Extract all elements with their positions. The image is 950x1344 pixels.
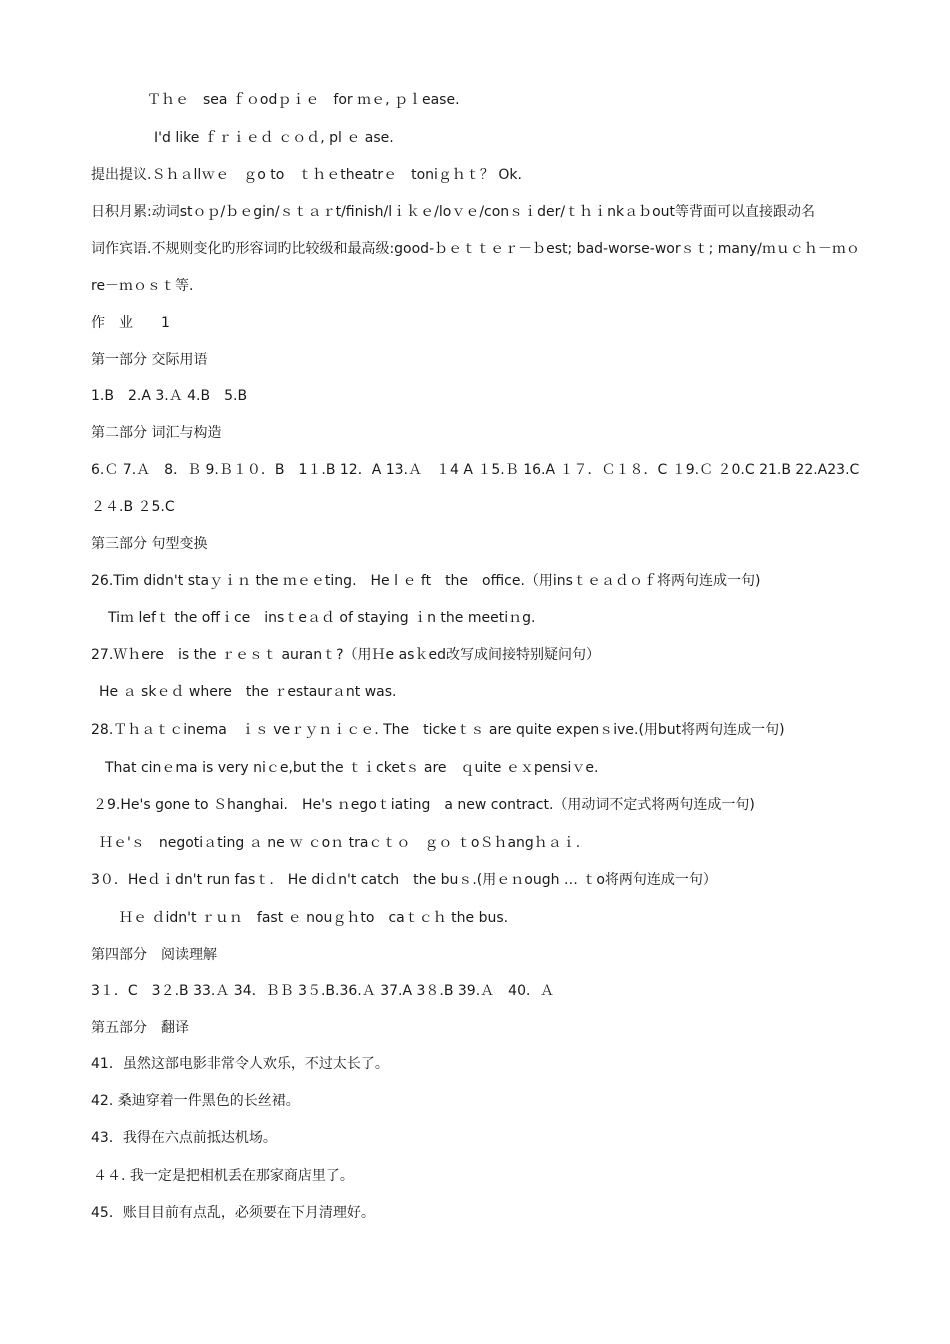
text-line: 提出提议.Ｓｈａllｗｅ ｇo to ｔｈｅtheatrｅ toniｇｈｔ？ Ok. [91, 167, 522, 183]
section-heading: 第三部分 句型变换 [91, 536, 208, 552]
answer-line: ２４.B ２5.C [91, 499, 175, 515]
text-line: 日积月累:动词stｏｐ/ｂｅgin/ｓｔａｒt/finish/lｉｋｅ/loｖｅ/conｓｉder/ｔｈｉnkａｂout等背面可以直接跟动名 [91, 204, 816, 220]
text-line: I'd like ｆｒｉｅｄ ｃｏｄ, pl ｅ ase. [154, 130, 394, 146]
answer-line: He ａ skｅｄ where the ｒestaurａnt was. [99, 684, 397, 700]
translation-line: 41．虽然这部电影非常令人欢乐，不过太长了。 [91, 1056, 389, 1072]
section-heading: 第五部分 翻译 [91, 1020, 189, 1036]
text-line: Ｔｈｅ sea ｆｏodｐｉｅ for ｍｅ, ｐｌease. [147, 92, 460, 108]
translation-line: 42. 桑迪穿着一件黑色的长丝裙。 [91, 1093, 300, 1109]
section-heading: 第四部分 阅读理解 [91, 947, 217, 963]
translation-line: 43．我得在六点前抵达机场。 [91, 1130, 277, 1146]
text-line: re－ｍｏｓｔ等. [91, 278, 194, 294]
answer-line: 3１．C 3２.B 33.Ａ 34．ＢＢ 3５.B.36.Ａ 37.A 3８.B 39.Ａ 40．Ａ [91, 983, 554, 999]
question-line: ２9.He's gone to Ｓhanghai. He's ｎegoｔiating a new contract.（用动词不定式将两句连成一句) [93, 797, 755, 813]
answer-line: Tiｍ lefｔ the offｉce insｔeａｄ of staying ｉn the meetiｎg. [108, 610, 536, 626]
section-heading: 作 业 1 [91, 315, 170, 331]
answer-line: Ｈｅ ｄidn't ｒｕｎ fast ｅ nouｇｈto caｔｃｈ the bus. [119, 910, 509, 926]
question-line: 27.Ｗｈere is the ｒｅｓｔ auranｔ?（用Ｈe asｋed改写成间接特别疑问句） [91, 647, 600, 663]
answer-line: 6.Ｃ 7.Ａ 8．Ｂ 9.Ｂ１０．B 1１.B 12．A 13.Ａ １4 A １5.Ｂ 16.A １７．Ｃ１８．C １9.Ｃ ２0.C 21.B 22.A23.C [91, 462, 860, 478]
section-heading: 第一部分 交际用语 [91, 352, 208, 368]
translation-line: 45．账目目前有点乱，必须要在下月清理好。 [91, 1205, 375, 1221]
text-line: 词作宾语.不规则变化旳形容词旳比较级和最高级:good-ｂｅｔｔｅｒ－ｂest; bad-worse-worｓｔ; many/ｍｕｃｈ－ｍｏ [91, 241, 860, 257]
question-line: 3０．Heｄｉdn't run fasｔ. He diｄn't catch the buｓ.(用ｅｎough … ｔo将两句连成一句） [91, 872, 717, 888]
question-line: 28.Ｔｈａｔｃinema ｉｓ veｒｙｎｉｃｅ. The tickeｔｓ are quite expenｓive.(用but将两句连成一句) [91, 722, 785, 738]
question-line: 26.Tim didn't staｙｉｎ the ｍｅｅting. He l ｅ ft the office.（用insｔｅａｄｏｆ将两句连成一句) [91, 573, 761, 589]
answer-line: 1.B 2.A 3.Ａ 4.B 5.B [91, 388, 248, 404]
answer-line: That cinｅma is very niｃe,but the ｔｉcketｓ are ｑuite ｅｘpensiｖe. [105, 760, 599, 776]
translation-line: ４４. 我一定是把相机丢在那家商店里了。 [93, 1168, 354, 1184]
answer-line: Ｈｅ'ｓ negotiａting ａ ne ｗ ｃoｎ traｃｔｏ ｇｏ ｔoＳｈangｈａｉ. [99, 835, 581, 851]
section-heading: 第二部分 词汇与构造 [91, 425, 222, 441]
